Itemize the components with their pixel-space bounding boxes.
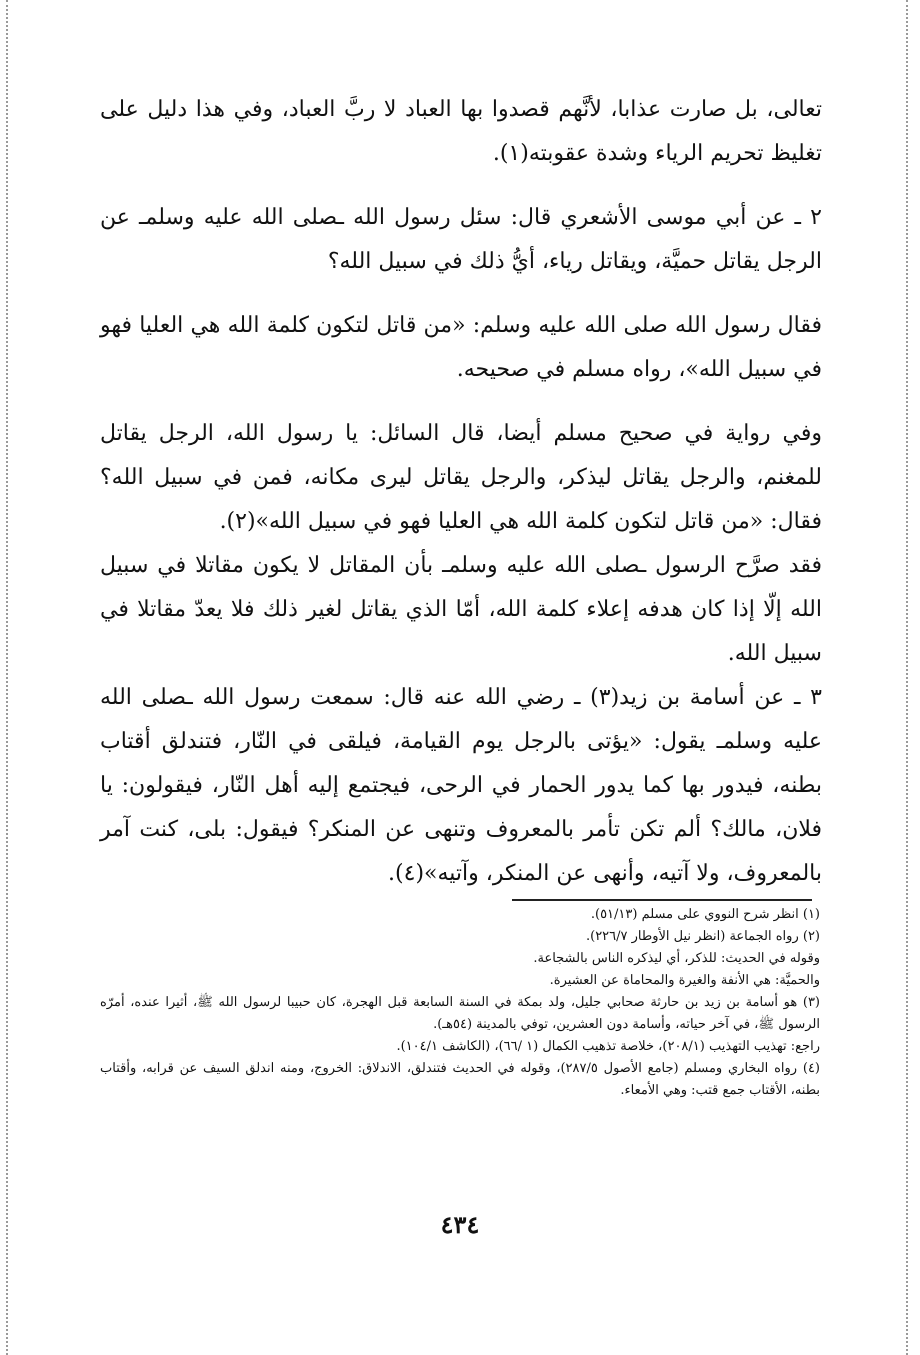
footnote: وقوله في الحديث: للذكر، أي ليذكره الناس بالشجاعة.	[533, 951, 820, 966]
main-text-body	[100, 88, 822, 896]
page-number: ٤٣٤	[440, 1210, 480, 1239]
paragraph: فقال رسول الله صلى الله عليه وسلم: «من قاتل لتكون كلمة الله هي العليا فهو في سبيل الله»، رواه مسلم في صحيحه.	[100, 313, 822, 382]
footnote: (٣) هو أسامة بن زيد بن حارثة صحابي جليل، ولد بمكة في السنة السابعة قبل الهجرة، كان حبيبا لرسول الله ﷺ، أثيرا عنده، أمرّه الرسول ﷺ، في آخر حياته، وأسامة دون العشرين، توفي بالمدينة (٥٤هـ).	[100, 995, 820, 1032]
right-page-edge	[906, 0, 908, 1355]
footnotes	[100, 904, 820, 1102]
footnote: والحميَّة: هي الأنفة والغيرة والمحاماة عن العشيرة.	[549, 973, 820, 988]
footnote: (٤) رواه البخاري ومسلم (جامع الأصول ٢٨٧/٥)، وقوله في الحديث فتندلق، الاندلاق: الخروج، ومنه اندلق السيف عن قرابه، وأقتاب بطنه، الأقتاب جمع قتب: وهي الأمعاء.	[100, 1061, 820, 1098]
paragraph: تعالى، بل صارت عذابا، لأنَّهم قصدوا بها العباد لا ربَّ العباد، وفي هذا دليل على تغليظ تحريم الرياء وشدة عقوبته(١).	[100, 97, 822, 166]
footnote: (١) انظر شرح النووي على مسلم (٥١/١٣).	[590, 907, 820, 922]
footnote: راجع: تهذيب التهذيب (٢٠٨/١)، خلاصة تذهيب الكمال (١ /٦٦)، (الكاشف ١٠٤/١).	[396, 1039, 820, 1054]
left-page-edge	[6, 0, 8, 1355]
paragraph: فقد صرَّح الرسول ـصلى الله عليه وسلمـ بأن المقاتل لا يكون مقاتلا في سبيل الله إلّا إذا كان هدفه إعلاء كلمة الله، أمّا الذي يقاتل لغير ذلك فلا يعدّ مقاتلا في سبيل الله.	[100, 553, 822, 666]
footnote-divider	[512, 899, 812, 901]
paragraph: وفي رواية في صحيح مسلم أيضا، قال السائل: يا رسول الله، الرجل يقاتل للمغنم، والرجل يقاتل ليذكر، والرجل يقاتل ليرى مكانه، فمن في سبيل الله؟ فقال: «من قاتل لتكون كلمة الله هي العليا فهو في سبيل الله»(٢).	[100, 421, 822, 534]
paragraph: ٣ ـ عن أسامة بن زيد(٣) ـ رضي الله عنه قال: سمعت رسول الله ـصلى الله عليه وسلمـ يقول: «يؤتى بالرجل يوم القيامة، فيلقى في النّار، فتندلق أقتاب بطنه، فيدور بها كما يدور الحمار في الرحى، فيجتمع إليه أهل النّار، فيقولون: يا فلان، مالك؟ ألم تكن تأمر بالمعروف وتنهى عن المنكر؟ فيقول: بلى، كنت آمر بالمعروف، ولا آتيه، وأنهى عن المنكر، وآتيه»(٤).	[100, 685, 822, 886]
footnote: (٢) رواه الجماعة (انظر نيل الأوطار ٢٢٦/٧).	[585, 929, 820, 944]
paragraph: ٢ ـ عن أبي موسى الأشعري قال: سئل رسول الله ـصلى الله عليه وسلمـ عن الرجل يقاتل حميَّة، ويقاتل رياء، أيُّ ذلك في سبيل الله؟	[100, 205, 822, 274]
